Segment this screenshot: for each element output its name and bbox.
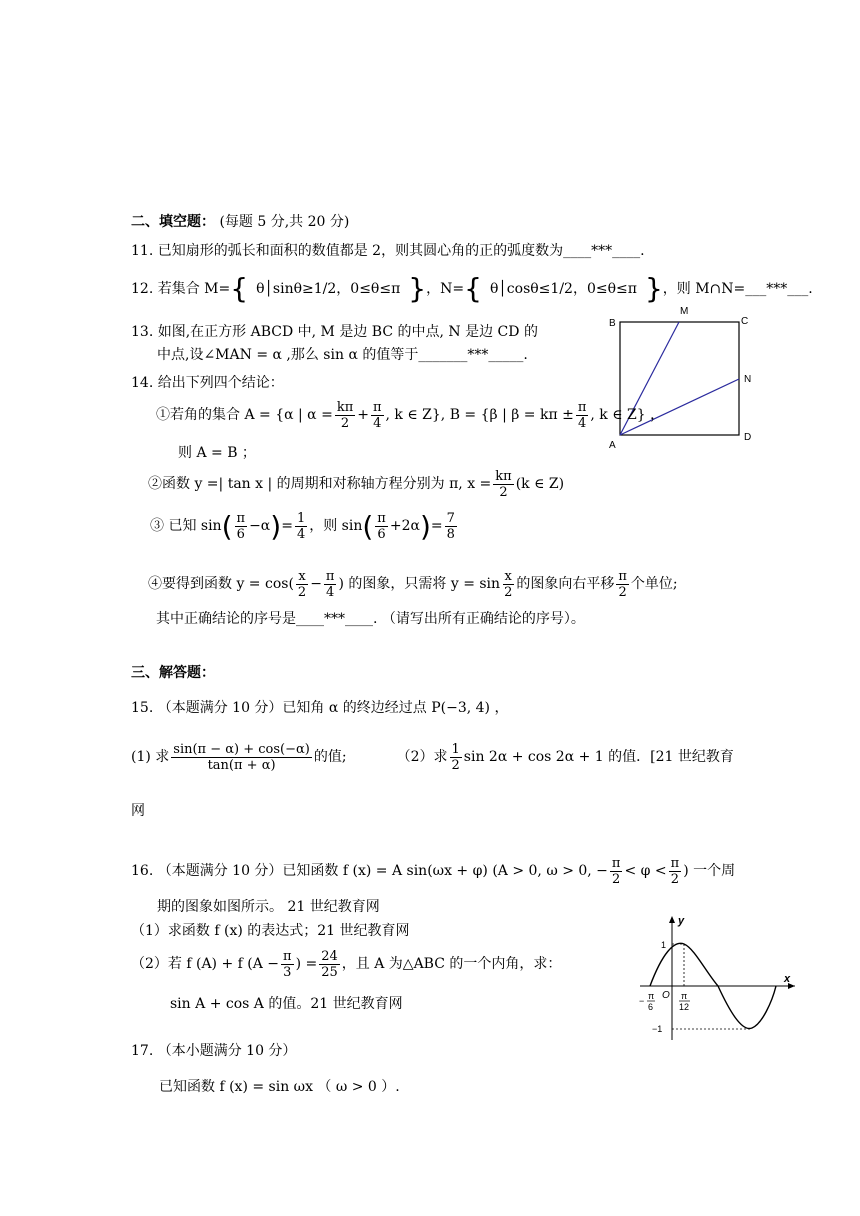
- fraction: [235, 512, 248, 541]
- fraction: [335, 401, 355, 430]
- fraction: [576, 401, 589, 430]
- question-16-intro: [131, 857, 735, 886]
- c3-text-mid: ，则 sin: [309, 518, 363, 535]
- q12-suffix: ，则 M∩N=___***___.: [662, 280, 813, 297]
- set-n-condition: θ│cosθ≤1/2，0≤θ≤π: [489, 280, 637, 297]
- c4-text-a: ④要得到函数 y = cos(: [148, 576, 294, 593]
- right-paren: ): [270, 509, 282, 543]
- numerator: x: [298, 569, 306, 584]
- y-axis-arrow: [669, 916, 675, 923]
- section-title: 二、填空题：: [131, 214, 215, 230]
- fraction: [281, 950, 294, 979]
- section-note: (每题 5 分,共 20 分): [219, 214, 350, 230]
- c3-arg1-rest: −α: [249, 518, 271, 535]
- conclusion-1-line2: 则 A = B ；: [178, 445, 256, 461]
- question-15-intro: 15. （本题满分 10 分）已知角 α 的终边经过点 P(−3, 4) ，: [131, 700, 509, 716]
- label-b: B: [609, 318, 616, 329]
- c1-text-b: +: [357, 407, 369, 424]
- conclusion-3: [150, 509, 459, 543]
- numerator: kπ: [336, 400, 354, 415]
- fraction: [295, 512, 307, 541]
- question-13-line1: 13. 如图,在正方形 ABCD 中, M 是边 BC 的中点, N 是边 CD 的: [131, 324, 538, 340]
- numerator: 1: [296, 511, 306, 526]
- left-paren: (: [221, 509, 233, 543]
- question-17-intro: 17. （本小题满分 10 分）: [131, 1043, 297, 1059]
- right-brace: }: [644, 272, 663, 305]
- c1-text-d: , k ∈ Z} ，: [590, 407, 665, 424]
- question-16-part2: [131, 950, 561, 979]
- fraction: [502, 570, 514, 599]
- denominator: 6: [236, 527, 245, 542]
- fraction: [445, 512, 457, 541]
- numerator: π: [236, 511, 246, 526]
- denominator: 2: [451, 758, 460, 773]
- c3-arg2-rest: +2α: [389, 518, 420, 535]
- numerator: π: [577, 400, 587, 415]
- c4-text-c: ) 的图象，只需将 y = sin: [338, 576, 501, 593]
- c2-text-a: ②函数 y =| tan x | 的周期和对称轴方程分别为 π, x =: [148, 476, 492, 493]
- q15-part2-label: （2）求: [396, 749, 448, 766]
- q15-part1-tail: 的值;: [313, 749, 347, 766]
- denominator: 2: [297, 585, 307, 600]
- tick-x-left-den: 6: [648, 1002, 654, 1012]
- tick-x-right-num: π: [681, 991, 688, 1001]
- denominator: 2: [499, 485, 508, 500]
- left-brace: {: [464, 272, 482, 305]
- label-m: M: [680, 306, 689, 317]
- tick-x-left-sign: −: [639, 996, 645, 1006]
- numerator: x: [504, 569, 512, 584]
- fraction: [616, 570, 629, 599]
- fraction: [371, 401, 384, 430]
- equals: =: [430, 518, 443, 535]
- x-axis-label: x: [784, 973, 791, 985]
- q16-text-c: ) 一个周: [683, 863, 736, 880]
- tick-x-right-den: 12: [679, 1002, 690, 1012]
- q12-mid: ，N=: [426, 280, 465, 297]
- fraction: [324, 570, 337, 599]
- sine-graph-figure: [630, 912, 800, 1044]
- numerator: 24: [321, 949, 338, 964]
- q16-text-a: 16. （本题满分 10 分）已知函数 f (x) = A sin(ωx + φ) (A > 0, ω > 0, −: [131, 863, 608, 880]
- question-16-part1: （1）求函数 f (x) 的表达式；21 世纪教育网: [131, 923, 410, 939]
- denominator: 25: [321, 965, 338, 980]
- label-n: N: [744, 374, 752, 385]
- c1-text-a: ①若角的集合 A = {α | α =: [156, 407, 333, 424]
- q15-part2-tail: sin 2α + cos 2α + 1 的值．[21 世纪教育: [463, 749, 734, 766]
- question-15-wrap: 网: [131, 803, 145, 819]
- denominator: 2: [612, 872, 621, 887]
- fraction: [610, 857, 623, 886]
- question-14-title: 14. 给出下列四个结论：: [131, 375, 284, 391]
- label-c: C: [741, 316, 749, 327]
- numerator: π: [611, 856, 621, 871]
- conclusion-1: [156, 401, 664, 430]
- conclusion-2: [148, 470, 564, 499]
- fraction: [171, 743, 312, 772]
- denominator: 2: [670, 872, 680, 887]
- q12-prefix: 12. 若集合 M=: [131, 280, 231, 297]
- numerator: 1: [451, 742, 460, 757]
- denominator: 2: [340, 416, 350, 431]
- q16-part2-text-b: ) =: [295, 956, 318, 973]
- question-11: 11. 已知扇形的弧长和面积的数值都是 2，则其圆心角的正的弧度数为____***____.: [131, 243, 645, 259]
- c2-text-b: (k ∈ Z): [515, 476, 565, 493]
- tick-y-positive: 1: [661, 940, 667, 950]
- denominator: 4: [577, 416, 587, 431]
- q16-part2-text-a: （2）若 f (A) + f (A −: [131, 956, 280, 973]
- tick-y-negative: −1: [652, 1024, 663, 1034]
- question-14-answer: 其中正确结论的序号是____***____. （请写出所有正确结论的序号）。: [156, 611, 585, 627]
- label-d: D: [744, 432, 752, 443]
- c4-text-b: −: [310, 576, 322, 593]
- left-brace: {: [230, 272, 249, 305]
- question-12: [131, 272, 813, 305]
- right-brace: }: [408, 272, 427, 305]
- set-m-condition: θ│sinθ≥1/2，0≤θ≤π: [256, 280, 401, 297]
- fraction: [669, 857, 682, 886]
- question-16-part2-line2: sin A + cos A 的值。21 世纪教育网: [170, 996, 403, 1012]
- question-17-line2: 已知函数 f (x) = sin ωx （ ω > 0 ）.: [159, 1079, 400, 1095]
- right-paren: ): [419, 509, 431, 543]
- denominator: 2: [618, 585, 627, 600]
- fraction: [493, 470, 513, 499]
- denominator: 4: [296, 527, 306, 542]
- numerator: π: [283, 949, 292, 964]
- label-a: A: [609, 440, 616, 450]
- equals: =: [281, 518, 293, 535]
- c1-text-c: , k ∈ Z}, B = {β | β = kπ ±: [385, 407, 574, 424]
- section-title: 三、解答题：: [131, 665, 215, 681]
- conclusion-4: [148, 570, 678, 599]
- question-16-line2: 期的图象如图所示。 21 世纪教育网: [157, 899, 380, 915]
- denominator: tan(π + α): [207, 758, 276, 773]
- denominator: 3: [283, 965, 292, 980]
- y-axis-label: y: [678, 915, 685, 927]
- section-heading: [131, 214, 349, 231]
- origin-label: O: [662, 990, 670, 1001]
- numerator: π: [618, 569, 627, 584]
- denominator: 4: [326, 585, 335, 600]
- fraction: [319, 950, 340, 979]
- c3-text-a: ③ 已知 sin: [150, 518, 222, 535]
- tick-x-left-num: π: [648, 991, 655, 1001]
- question-15-parts: [131, 743, 734, 772]
- c4-text-e: 个单位;: [630, 576, 678, 593]
- numerator: 7: [446, 511, 455, 526]
- fraction: [450, 743, 462, 772]
- fraction: [296, 570, 308, 599]
- numerator: π: [377, 511, 386, 526]
- denominator: 8: [446, 527, 455, 542]
- question-13-line2: 中点,设∠MAN = α ,那么 sin α 的值等于_______***_____.: [157, 347, 528, 363]
- numerator: π: [325, 569, 335, 584]
- denominator: 4: [373, 416, 382, 431]
- numerator: π: [372, 400, 382, 415]
- c4-text-d: 的图象向右平移: [516, 576, 615, 593]
- q15-part1-label: (1) 求: [131, 749, 170, 766]
- left-paren: (: [362, 509, 374, 543]
- fraction: [375, 512, 388, 541]
- numerator: sin(π − α) + cos(−α): [173, 742, 310, 757]
- numerator: π: [670, 856, 680, 871]
- q16-text-b: < φ <: [624, 863, 667, 880]
- denominator: 2: [504, 585, 513, 600]
- q16-part2-text-c: ，且 A 为△ABC 的一个内角，求：: [341, 956, 562, 973]
- numerator: kπ: [495, 469, 512, 484]
- denominator: 6: [377, 527, 386, 542]
